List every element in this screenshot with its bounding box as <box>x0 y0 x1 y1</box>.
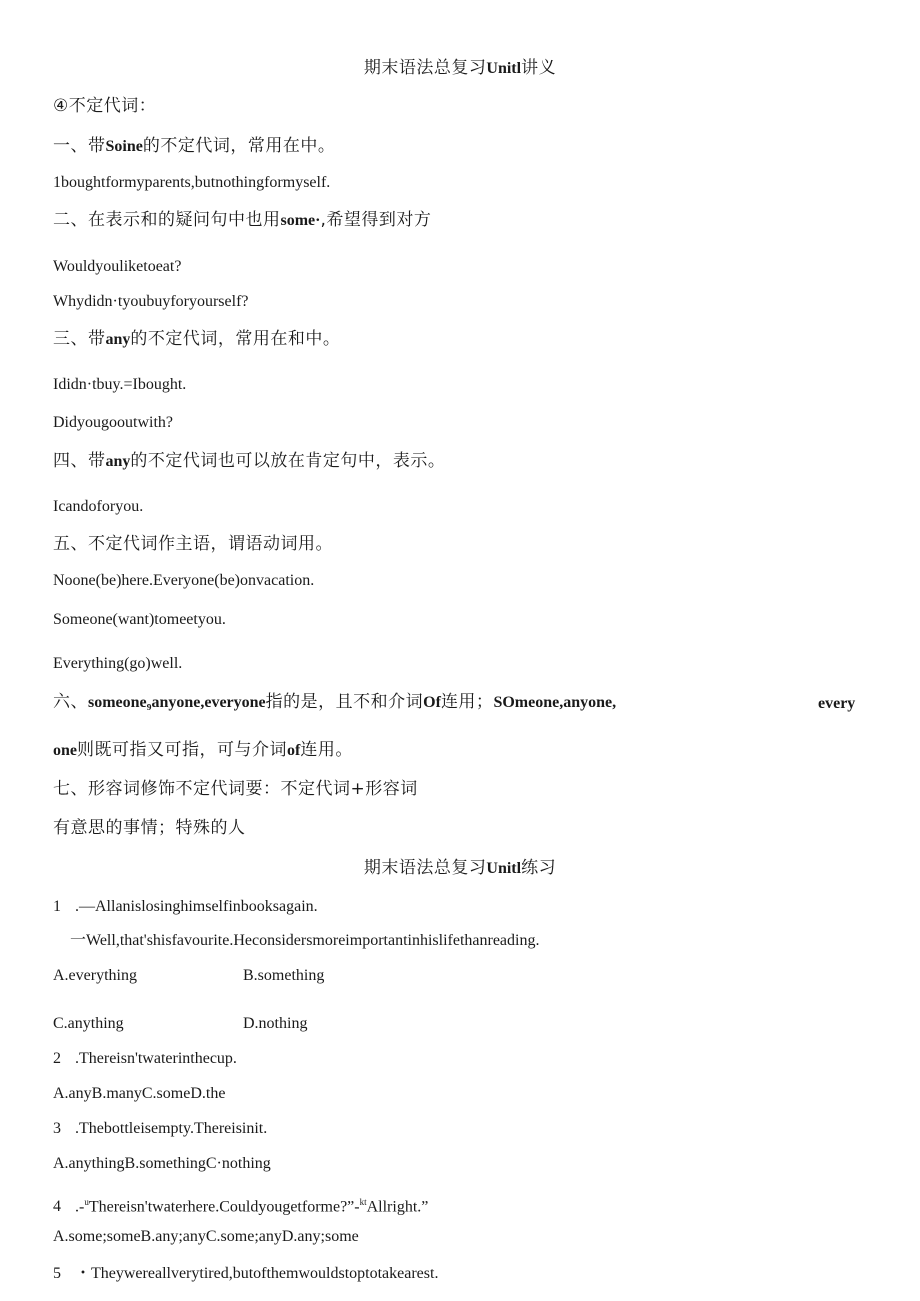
question-text: .Thebottleisempty.Thereisinit. <box>75 1120 268 1137</box>
rule-6-text: 指的是，且不和介词 <box>265 692 424 712</box>
example-2b: Whydidn·tyoubuyforyourself? <box>53 293 249 310</box>
question-3 <box>53 1119 267 1139</box>
example-5a: Noone(be)here.Everyone(be)onvacation. <box>53 572 315 589</box>
rule-6-prep-of: of <box>287 742 301 759</box>
rule-1-text: 的不定代词，常用在中。 <box>142 136 336 156</box>
rule-6 <box>53 692 616 713</box>
rule-1-label: 一、带 <box>53 136 106 156</box>
rule-1-keyword: Soine <box>105 138 143 155</box>
handout-title-prefix: 期末语法总复习 <box>363 58 487 78</box>
rule-6-keywords: someone₉anyone,everyone <box>88 694 266 711</box>
rule-2-label: 二、在表示和的疑问句中也用 <box>53 210 281 230</box>
practice-title-prefix: 期末语法总复习 <box>363 858 487 878</box>
rule-6-text-3: 则既可指又可指，可与介词 <box>77 740 287 760</box>
practice-title <box>0 858 920 879</box>
option-c: C.anything <box>53 1015 124 1032</box>
rule-3-label: 三、带 <box>53 329 106 349</box>
question-number: 1 <box>53 898 61 915</box>
question-1-options-row-2 <box>53 1014 308 1034</box>
rule-6-label: 六、 <box>53 692 88 712</box>
practice-title-suffix: 练习 <box>521 858 557 878</box>
rule-6-text-4: 连用。 <box>300 740 353 760</box>
section-heading: ④不定代词： <box>53 96 157 116</box>
question-mark-superscript-2: kt <box>359 1197 367 1207</box>
option-a: A.everything <box>53 967 137 984</box>
question-number: 2 <box>53 1050 61 1067</box>
rule-6-every: every <box>818 695 856 712</box>
question-text: .- <box>75 1198 85 1216</box>
example-3b: Didyougooutwith? <box>53 414 173 431</box>
rule-2-text: ,希望得到对方 <box>320 210 432 230</box>
rule-2 <box>53 210 431 231</box>
rule-3-text: 的不定代词，常用在和中。 <box>130 329 341 349</box>
rule-4-label: 四、带 <box>53 451 106 471</box>
rule-6-continued <box>53 740 353 761</box>
rule-6-one: one <box>53 742 77 759</box>
question-mark-superscript: u <box>84 1197 89 1207</box>
option-d: D.nothing <box>243 1015 308 1032</box>
question-text-2: Thereisn'twaterhere.Couldyougetforme?”- <box>88 1198 360 1216</box>
question-3-options: A.anythingB.somethingC·nothing <box>53 1155 271 1172</box>
question-5 <box>53 1264 438 1284</box>
rule-3 <box>53 329 340 350</box>
question-4-options: A.some;someB.any;anyC.some;anyD.any;some <box>53 1228 359 1245</box>
question-text: ・Theywereallverytired,butofthemwouldstoptotakearest. <box>75 1265 439 1282</box>
question-text: .Thereisn'twaterinthecup. <box>75 1050 237 1067</box>
handout-title-unit: Unitl <box>486 60 522 77</box>
rule-1 <box>53 136 335 157</box>
example-4: Icandoforyou. <box>53 498 144 515</box>
rule-6-prep: Of <box>423 694 441 711</box>
example-2a: Wouldyouliketoeat? <box>53 258 182 275</box>
example-1: 1boughtformyparents,butnothingformyself. <box>53 174 331 191</box>
practice-title-unit: Unitl <box>486 860 522 877</box>
rule-6-text-2: 连用； <box>440 692 494 712</box>
example-3a: Ididn·tbuy.=Ibought. <box>53 376 187 393</box>
handout-title <box>0 58 920 79</box>
question-4 <box>53 1192 428 1217</box>
rule-3-keyword: any <box>105 331 131 348</box>
rule-4 <box>53 451 445 472</box>
question-2 <box>53 1049 237 1069</box>
rule-4-text: 的不定代词也可以放在肯定句中，表示。 <box>130 451 446 471</box>
question-text: .—Allanislosinghimselfinbooksagain. <box>75 898 318 915</box>
option-b: B.something <box>243 967 325 984</box>
question-1 <box>53 897 318 917</box>
question-2-options: A.anyB.manyC.someD.the <box>53 1085 226 1102</box>
rule-7-example: 有意思的事情；特殊的人 <box>53 818 246 838</box>
question-1-reply: 一Well,that'shisfavourite.Heconsidersmoreimportantinhislifethanreading. <box>70 932 540 949</box>
rule-2-keyword: some· <box>280 212 321 229</box>
example-5c: Everything(go)well. <box>53 655 183 672</box>
handout-title-suffix: 讲义 <box>521 58 557 78</box>
question-number: 3 <box>53 1120 61 1137</box>
rule-7: 七、形容词修饰不定代词要：不定代词+形容词 <box>53 779 418 799</box>
question-number: 5 <box>53 1265 61 1282</box>
example-5b: Someone(want)tomeetyou. <box>53 611 226 628</box>
question-1-options-row-1 <box>53 966 325 986</box>
question-text-3: Allright.” <box>366 1198 429 1216</box>
question-number: 4 <box>53 1198 61 1216</box>
rule-4-keyword: any <box>105 453 131 470</box>
rule-6-keywords-2: SOmeone,anyone, <box>493 694 617 711</box>
rule-5: 五、不定代词作主语，谓语动词用。 <box>53 534 333 554</box>
